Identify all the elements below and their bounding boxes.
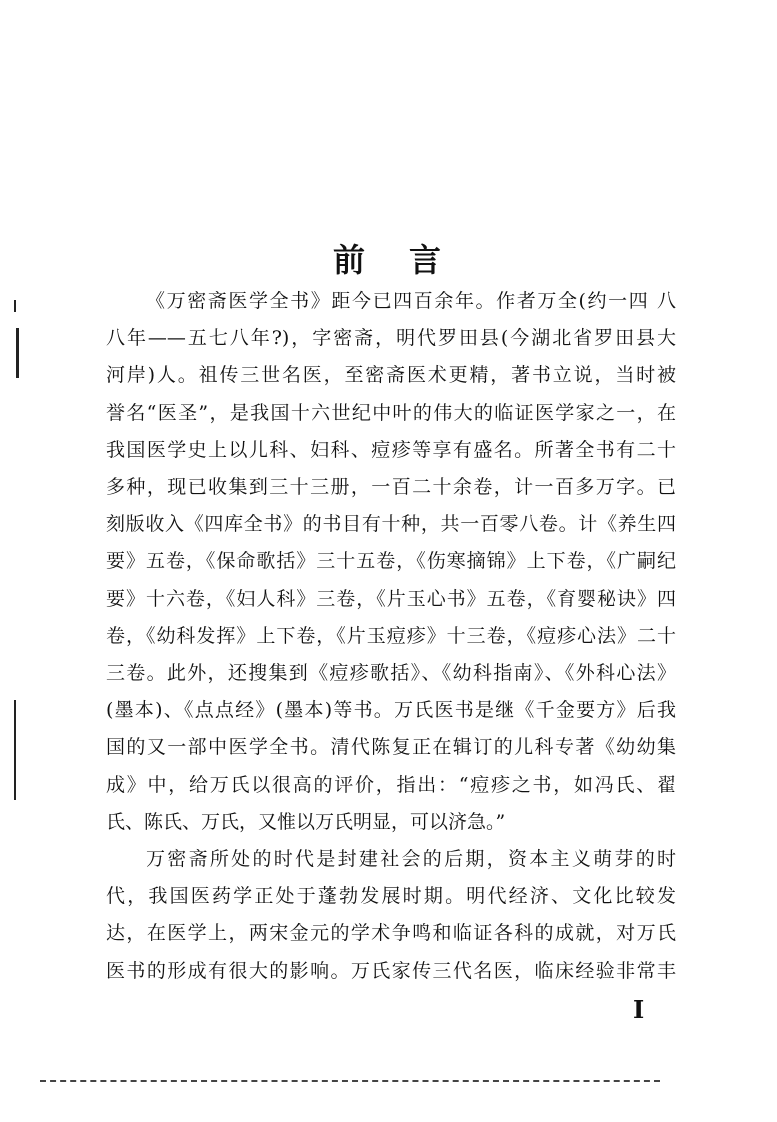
scan-mark [16, 328, 19, 378]
text-line: 三卷。此外，还搜集到《痘疹歌括》、《幼科指南》、《外科心法》 [106, 662, 676, 684]
text-line: 达，在医学上，两宋金元的学术争鸣和临证各科的成就，对万氏 [106, 922, 676, 945]
text-line: 卷，《幼科发挥》上下卷，《片玉痘疹》十三卷，《痘疹心法》二十 [106, 624, 676, 647]
scan-mark [14, 700, 16, 800]
text-line: 代，我国医药学正处于蓬勃发展时期。明代经济、文化比较发 [106, 885, 676, 908]
text-line: 国的又一部中医学全书。清代陈复正在辑订的儿科专著《幼幼集 [106, 736, 676, 759]
text-line: 医书的形成有很大的影响。万氏家传三代名医，临床经验非常丰 [106, 959, 676, 982]
text-line: 誉名“医圣”，是我国十六世纪中叶的伟大的临证医学家之一，在 [106, 401, 676, 424]
text-line: 刻版收入《四库全书》的书目有十种，共一百零八卷。计《养生四 [106, 513, 676, 536]
page-title: 前 言 [332, 241, 447, 279]
text-line: 成》中，给万氏以很高的评价，指出：“痘疹之书，如冯氏、翟 [106, 773, 676, 796]
text-line: 八年——五七八年?)，字密斋，明代罗田县(今湖北省罗田县大 [106, 327, 676, 350]
text-line: 河岸)人。祖传三世名医，至密斋医术更精，著书立说，当时被 [106, 364, 676, 387]
text-line: 氏、陈氏、万氏，又惟以万氏明显，可以济急。” [106, 810, 506, 833]
text-line: (墨本)、《点点经》(墨本)等书。万氏医书是继《千金要方》后我 [106, 699, 676, 722]
page-number: I [633, 995, 645, 1024]
text-line: 万密斋所处的时代是封建社会的后期，资本主义萌芽的时 [146, 848, 676, 870]
text-line: 多种，现已收集到三十三册，一百二十余卷，计一百多万字。已 [106, 476, 676, 498]
text-line: 要》五卷，《保命歌括》三十五卷，《伤寒摘锦》上下卷，《广嗣纪 [106, 550, 676, 573]
text-line: 《万密斋医学全书》距今已四百余年。作者万全(约一四 八 [146, 290, 676, 312]
scan-mark [14, 300, 16, 312]
text-line: 我国医学史上以儿科、妇科、痘疹等享有盛名。所著全书有二十 [106, 438, 676, 461]
text-line: 要》十六卷，《妇人科》三卷，《片玉心书》五卷，《育婴秘诀》四 [106, 587, 676, 610]
bottom-rule [40, 1080, 660, 1082]
